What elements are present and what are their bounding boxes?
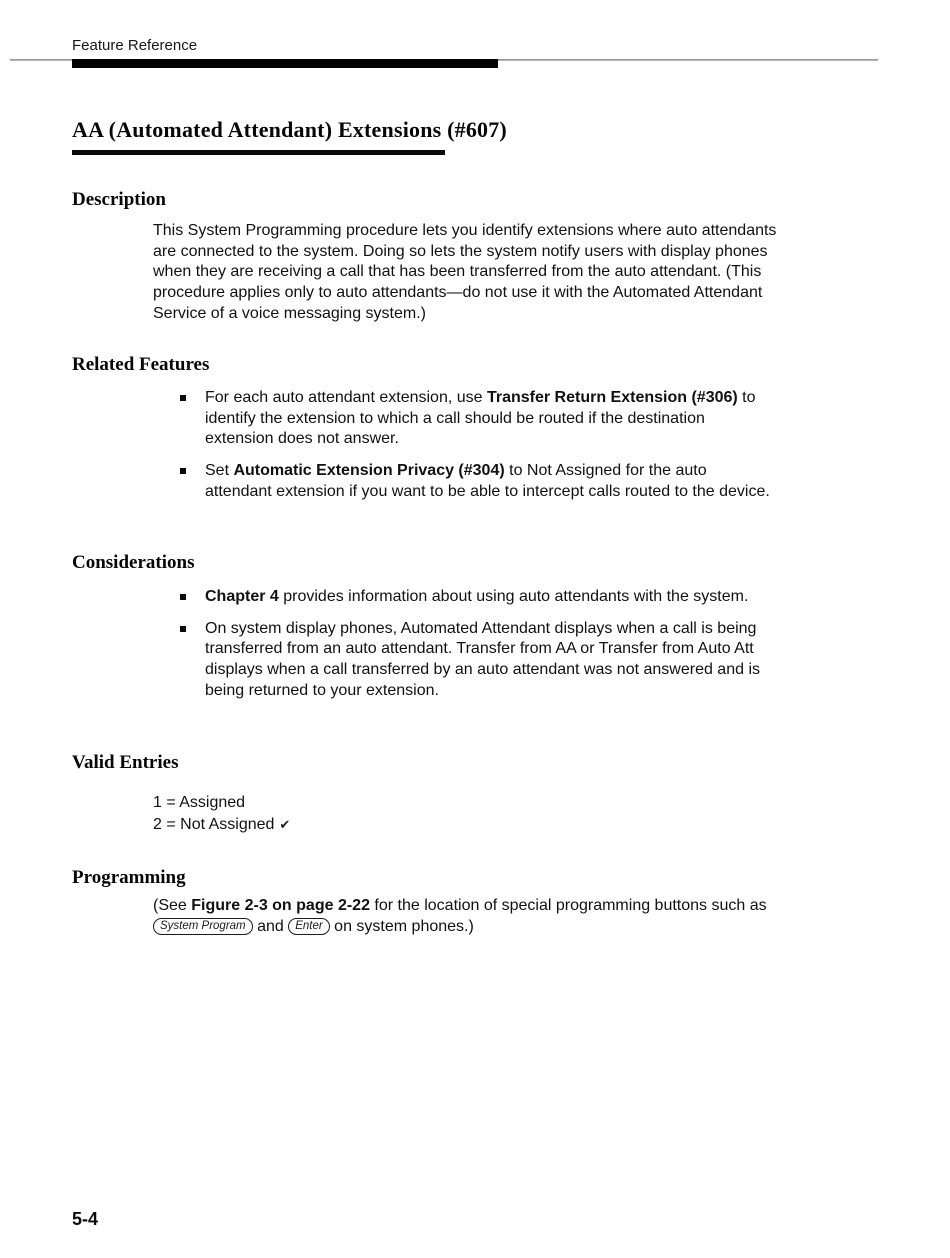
text-run: to Not Assigned for the auto attendant extension if you want to be able to intercept calls routed to the device. xyxy=(205,462,770,500)
list-item-text xyxy=(205,587,772,608)
text-run: for the location of special programming buttons such as xyxy=(369,897,767,914)
list-item-text xyxy=(205,388,772,450)
list-item xyxy=(180,587,780,608)
section-heading-related-features: Related Features xyxy=(72,354,210,375)
programming-paragraph xyxy=(153,896,777,937)
square-bullet-icon xyxy=(180,626,186,632)
square-bullet-icon xyxy=(180,594,186,600)
section-heading-considerations: Considerations xyxy=(72,552,195,573)
list-item xyxy=(180,388,780,450)
valid-entries-list xyxy=(153,793,290,836)
bold-text-run: Chapter 4 xyxy=(205,588,279,605)
valid-entry-row xyxy=(153,815,290,837)
bold-text-run: Figure 2-3 on page 2-22 xyxy=(191,897,370,914)
checkmark-icon: ✔ xyxy=(279,817,291,833)
enter-key: Enter xyxy=(288,918,330,935)
considerations-list xyxy=(180,587,780,702)
header-black-bar xyxy=(72,59,498,68)
text-run: and xyxy=(252,917,289,935)
list-item xyxy=(180,619,780,702)
related-features-list xyxy=(180,388,780,503)
list-item-text xyxy=(205,619,772,702)
section-heading-description: Description xyxy=(72,189,166,210)
square-bullet-icon xyxy=(180,468,186,474)
square-bullet-icon xyxy=(180,395,186,401)
section-heading-programming: Programming xyxy=(72,867,186,888)
running-header: Feature Reference xyxy=(72,37,198,54)
list-item-text xyxy=(205,461,772,502)
text-run: provides information about using auto attendants with the system. xyxy=(278,588,749,605)
text-run: Set xyxy=(205,462,234,480)
valid-entry-row xyxy=(153,793,290,815)
page-title: AA (Automated Attendant) Extensions (#607) xyxy=(72,117,507,142)
bold-text-run: Automatic Extension Privacy (#304) xyxy=(233,462,505,480)
valid-entry-text: 1 = Assigned xyxy=(153,794,246,811)
list-item xyxy=(180,461,780,502)
text-run: on system phones.) xyxy=(329,917,474,935)
bold-text-run: Transfer Return Extension (#306) xyxy=(486,389,738,406)
system-program-key: System Program xyxy=(153,918,253,935)
text-run: to identify the extension to which a call should be routed if the destination extension does not answer. xyxy=(205,389,756,448)
text-run: On system display phones, Automated Attendant displays when a call is being transferred from an auto attendant. Transfer from AA or Transfer from Auto Att displays when a call transferred by an auto attendant was not answered and is being returned to your extension. xyxy=(205,619,760,699)
valid-entry-text: 2 = Not Assigned xyxy=(153,815,275,833)
title-underline xyxy=(72,150,445,155)
description-paragraph: This System Programming procedure lets you identify extensions where auto attendants are connected to the system. Doing so lets the system notify users with display phones when they are receiving a call that has been transferred from the auto attendant. (This procedure applies only to auto attendants—do not use it with the Automated Attendant Service of a voice messaging system.) xyxy=(153,222,777,322)
text-run: For each auto attendant extension, use xyxy=(205,389,487,406)
section-heading-valid-entries: Valid Entries xyxy=(72,752,179,773)
page-number: 5-4 xyxy=(72,1209,99,1229)
text-run: (See xyxy=(153,897,192,914)
